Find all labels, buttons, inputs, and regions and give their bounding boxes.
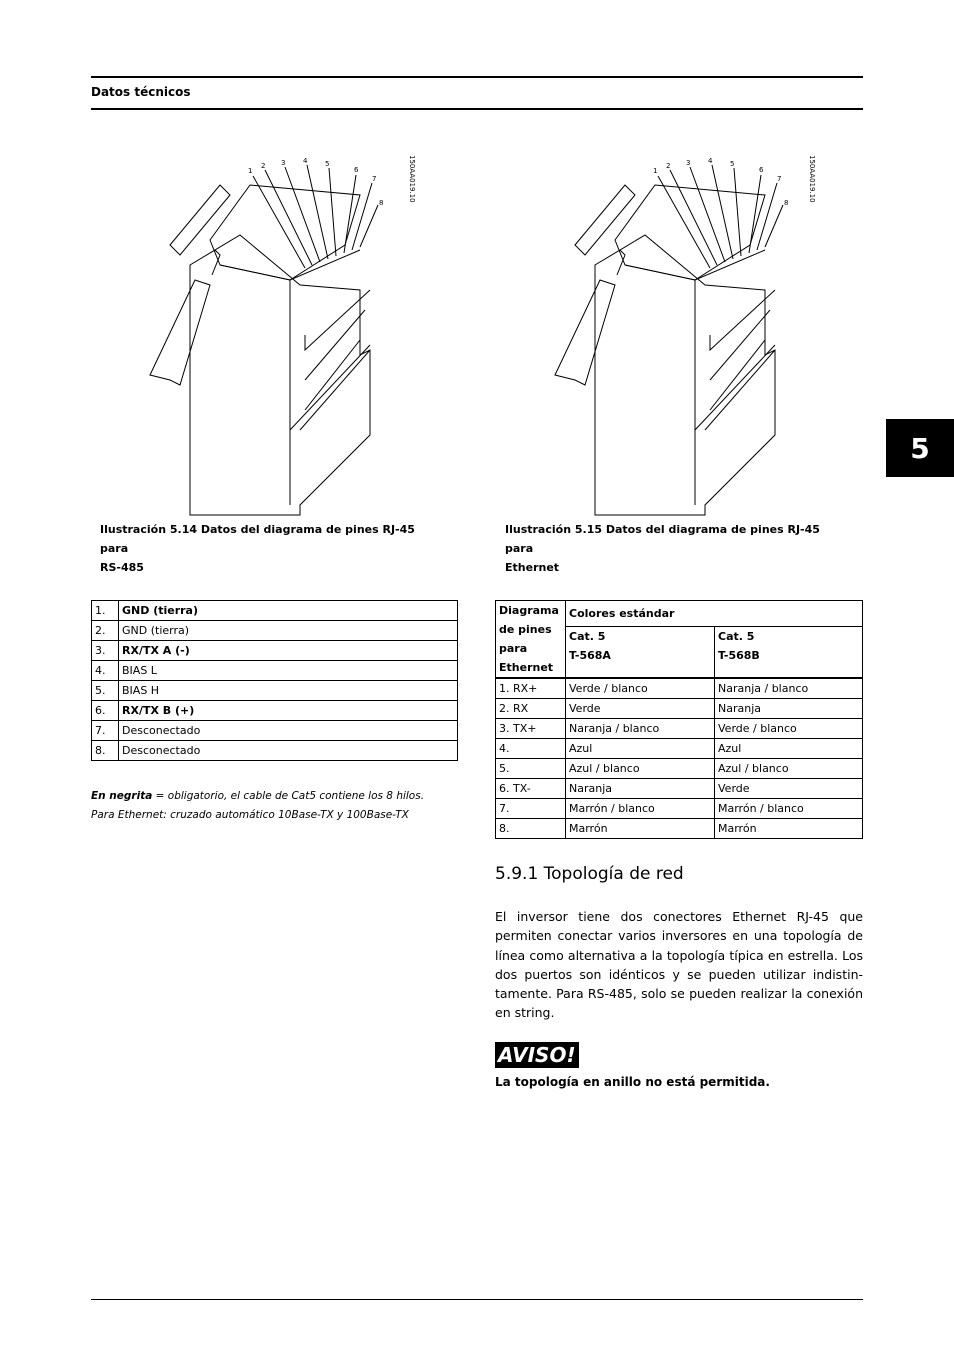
table-row [496,819,863,839]
pin-number: 5. [92,681,119,701]
rj45-connector-drawing [140,150,430,520]
pin-function: GND (tierra) [119,621,458,641]
t568b-cell: Azul / blanco [715,759,863,779]
table-row [92,641,458,661]
figure-caption-ethernet [505,520,825,577]
page-header-title: Datos técnicos [91,85,191,99]
header-line: de pines [499,623,552,636]
pin-label-4: 4 [303,157,308,165]
aviso-text: La topología en anillo no está permitida. [495,1075,770,1089]
table-row [496,739,863,759]
pin-cell: 6. TX- [496,779,566,799]
pin-cell: 3. TX+ [496,719,566,739]
ethernet-pin-table [495,600,863,839]
header-line: Ethernet [499,661,554,674]
pin-label-1: 1 [248,167,253,175]
pin-number: 4. [92,661,119,681]
t568a-cell: Marrón [566,819,715,839]
pin-number: 7. [92,721,119,741]
table-row [496,779,863,799]
table-row [92,721,458,741]
t568b-cell: Azul [715,739,863,759]
pin-function: BIAS L [119,661,458,681]
table-row [496,759,863,779]
pin-cell: 1. RX+ [496,678,566,699]
t568a-cell: Naranja [566,779,715,799]
header-rule-top [91,76,863,78]
rj45-figure-ethernet [545,150,835,520]
pin-label-3: 3 [686,159,691,167]
table-row [92,661,458,681]
table-row [92,701,458,721]
pin-number: 2. [92,621,119,641]
table-row [496,678,863,699]
table-header-row [496,601,863,627]
pin-function: RX/TX A (-) [119,641,458,661]
aviso-badge: AVISO! [495,1042,579,1068]
header-line: para [499,642,528,655]
pin-cell: 8. [496,819,566,839]
caption-line: RS-485 [100,561,144,574]
pin-label-5: 5 [325,160,330,168]
caption-line: Ilustración 5.14 Datos del diagrama de pines RJ-45 para [100,523,415,555]
t568a-cell: Naranja / blanco [566,719,715,739]
pin-function: GND (tierra) [119,601,458,621]
pin-label-1: 1 [653,167,658,175]
t568a-cell: Verde [566,699,715,719]
t568b-cell: Verde / blanco [715,719,863,739]
t568b-cell: Naranja / blanco [715,678,863,699]
table-row [92,741,458,761]
caption-line: Ethernet [505,561,560,574]
rs485-pin-table [91,600,458,761]
t568a-cell: Azul [566,739,715,759]
header-line: Cat. 5 [718,630,755,644]
pin-function: RX/TX B (+) [119,701,458,721]
header-t568b [715,627,863,678]
chapter-tab: 5 [886,419,954,477]
pin-label-5: 5 [730,160,735,168]
footer-rule [91,1299,863,1300]
caption-line: Ilustración 5.15 Datos del diagrama de pines RJ-45 para [505,523,820,555]
figure-code: 150AA019.10 [408,155,416,203]
pin-label-2: 2 [261,162,266,170]
note-line-2: Para Ethernet: cruzado automático 10Base-TX y 100Base-TX [91,809,409,821]
t568b-cell: Marrón [715,819,863,839]
pin-label-2: 2 [666,162,671,170]
header-rule-bottom [91,108,863,110]
header-line: T-568B [718,649,760,663]
header-standard-colors: Colores estándar [566,601,863,627]
pin-number: 6. [92,701,119,721]
pin-label-6: 6 [354,166,359,174]
t568b-cell: Naranja [715,699,863,719]
table-row [92,621,458,641]
pin-label-7: 7 [372,175,377,183]
section-title: 5.9.1 Topología de red [495,864,684,884]
pin-function: Desconectado [119,721,458,741]
pin-function: Desconectado [119,741,458,761]
t568b-cell: Marrón / blanco [715,799,863,819]
t568a-cell: Marrón / blanco [566,799,715,819]
pin-cell: 7. [496,799,566,819]
table-note [91,787,424,825]
rj45-figure-rs485 [140,150,430,520]
figure-caption-rs485 [100,520,420,577]
t568b-cell: Verde [715,779,863,799]
pin-label-6: 6 [759,166,764,174]
pin-label-3: 3 [281,159,286,167]
table-row [92,601,458,621]
table-row [496,719,863,739]
pin-cell: 5. [496,759,566,779]
header-line: Cat. 5 [569,630,606,644]
ethernet-pin-table-body [496,601,863,839]
note-rest: = obligatorio, el cable de Cat5 contiene los 8 hilos. [152,790,425,802]
t568a-cell: Azul / blanco [566,759,715,779]
t568a-cell: Verde / blanco [566,678,715,699]
header-t568a [566,627,715,678]
pin-function: BIAS H [119,681,458,701]
note-line-1 [91,787,424,806]
pin-label-8: 8 [379,199,384,207]
figure-code: 150AA019.10 [808,155,816,203]
table-row [92,681,458,701]
header-pin-diagram [496,601,566,679]
pin-label-4: 4 [708,157,713,165]
rs485-pin-table-body [92,601,458,761]
pin-cell: 4. [496,739,566,759]
table-row [496,699,863,719]
table-row [496,799,863,819]
rj45-connector-drawing [545,150,835,520]
header-line: T-568A [569,649,611,663]
note-bold-part: En negrita [91,790,153,802]
pin-cell: 2. RX [496,699,566,719]
header-line: Diagrama [499,604,559,617]
pin-number: 1. [92,601,119,621]
section-body: El inversor tiene dos conectores Ethernet RJ-45 que permiten conectar varios inversores en una topología de línea como alternativa a la topología típica en estrella. Los dos puertos son idénticos y se pueden utilizar indistin- tamente. Para RS-485, solo se pueden realizar la conexión en string. [495,909,863,1021]
pin-number: 3. [92,641,119,661]
pin-label-7: 7 [777,175,782,183]
pin-label-8: 8 [784,199,789,207]
pin-number: 8. [92,741,119,761]
